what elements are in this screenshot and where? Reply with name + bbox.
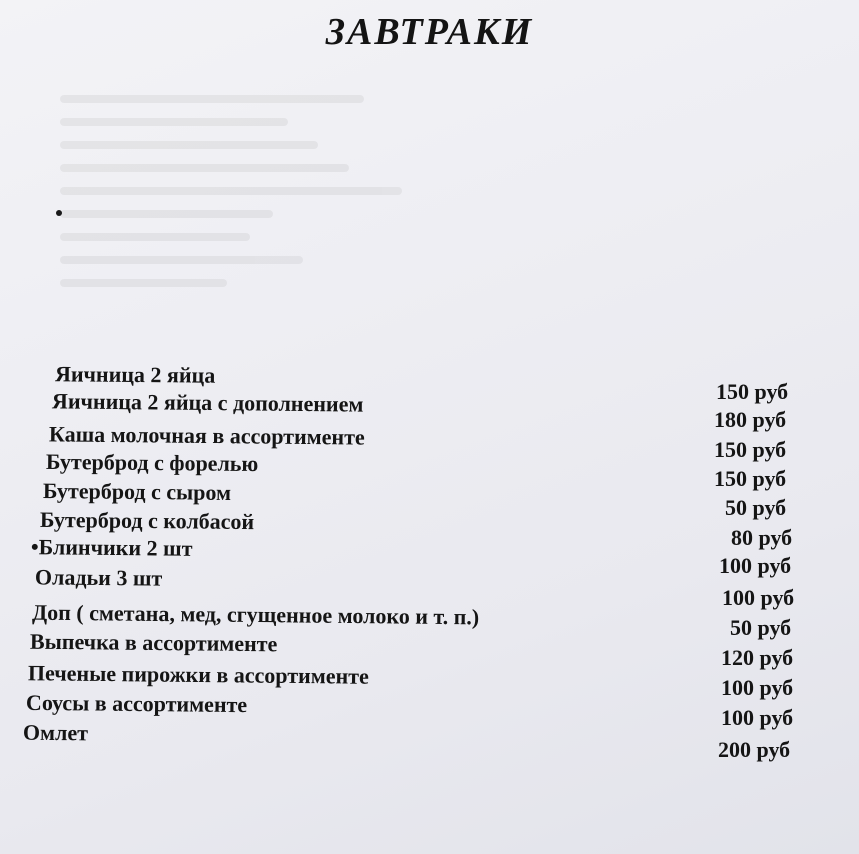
menu-item-name: Бутерброд с форелью [45,448,259,477]
bleed-through-text [60,80,820,380]
menu-item-price: 150 руб [716,379,789,404]
menu-item-price: 50 руб [730,615,792,640]
menu-item-name: Оладьи 3 шт [34,564,163,591]
menu-item-name: Соусы в ассортименте [25,689,248,718]
menu-item-name: Каша молочная в ассортименте [48,421,365,450]
menu-item-price: 100 руб [722,585,795,610]
stray-mark [56,210,62,216]
menu-item-name: Печеные пирожки в ассортименте [27,660,369,689]
menu-item-name: •Блинчики 2 шт [30,534,193,561]
menu-item-name: Омлет [22,719,89,746]
menu-item-name: Выпечка в ассортименте [29,628,278,657]
menu-item-name: Яичница 2 яйца с дополнением [51,388,364,417]
menu-item-price: 100 руб [721,705,794,730]
menu-item-price: 120 руб [721,645,794,670]
menu-item-price: 200 руб [718,737,791,762]
menu-item-price: 150 руб [714,437,787,462]
menu-item-name: Бутерброд с колбасой [39,506,255,535]
menu-item-price: 80 руб [731,525,793,550]
menu-item-price: 100 руб [719,553,792,578]
menu-item-price: 50 руб [725,495,787,520]
page-title: ЗАВТРАКИ [325,11,534,53]
menu-item-price: 180 руб [714,407,787,432]
menu-item-price: 150 руб [714,466,787,491]
menu-item-name: Доп ( сметана, мед, сгущенное молоко и т. п.) [31,599,480,630]
menu-item-price: 100 руб [721,675,794,700]
menu-item-name: Яичница 2 яйца [54,361,216,388]
menu-item-name: Бутерброд с сыром [42,478,232,505]
